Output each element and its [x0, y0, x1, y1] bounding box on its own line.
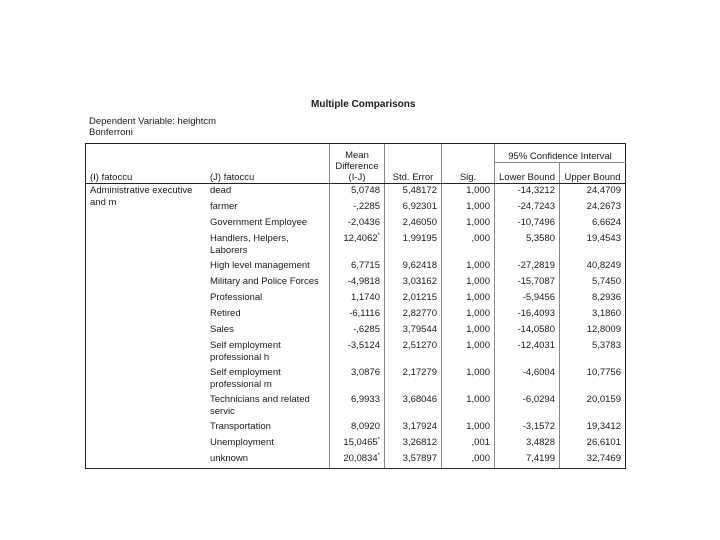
mean-difference-cell: 6,9933	[330, 393, 385, 420]
sig-cell: 1,000	[442, 259, 495, 275]
sig-cell: 1,000	[442, 420, 495, 436]
std-error-cell: 1,99195	[385, 232, 442, 259]
upper-bound-cell: 3,1860	[560, 307, 626, 323]
mean-difference-cell: -,6285	[330, 323, 385, 339]
multiple-comparisons-table	[85, 143, 626, 469]
lower-bound-cell: -5,9456	[495, 291, 560, 307]
std-error-cell: 3,03162	[385, 275, 442, 291]
lower-bound-cell: -14,3212	[495, 184, 560, 201]
std-error-cell: 3,79544	[385, 323, 442, 339]
lower-bound-cell: 7,4199	[495, 452, 560, 469]
mean-difference-cell: 12,4062*	[330, 232, 385, 259]
lower-bound-cell: -4,6004	[495, 366, 560, 393]
row-j-label: Military and Police Forces	[210, 276, 319, 287]
col-header-i: (I) fatoccu	[86, 144, 207, 184]
row-j-label: Technicians and related servic	[210, 394, 310, 417]
mean-difference-cell: -3,5124	[330, 339, 385, 366]
row-j-label: Self employment professional m	[210, 367, 281, 390]
upper-bound-cell: 8,2936	[560, 291, 626, 307]
lower-bound-cell: -24,7243	[495, 200, 560, 216]
std-error-cell: 2,01215	[385, 291, 442, 307]
std-error-cell: 2,82770	[385, 307, 442, 323]
sig-cell: 1,000	[442, 200, 495, 216]
row-j-label: Self employment professional h	[210, 340, 281, 363]
col-header-sig: Sig.	[442, 144, 495, 184]
sig-cell: 1,000	[442, 216, 495, 232]
mean-difference-cell: 5,0748	[330, 184, 385, 201]
row-j-label: dead	[210, 185, 232, 196]
mean-difference-cell: 1,1740	[330, 291, 385, 307]
mean-difference-cell: -,2285	[330, 200, 385, 216]
method-label: Bonferroni	[89, 127, 133, 138]
sig-cell: 1,000	[442, 339, 495, 366]
std-error-cell: 6,92301	[385, 200, 442, 216]
sig-cell: 1,000	[442, 307, 495, 323]
sig-cell: 1,000	[442, 323, 495, 339]
lower-bound-cell: 3,4828	[495, 436, 560, 452]
row-j-label: Retired	[210, 308, 241, 319]
lower-bound-cell: -10,7496	[495, 216, 560, 232]
row-j-label: High level management	[210, 260, 310, 271]
std-error-cell: 3,17924	[385, 420, 442, 436]
mean-difference-cell: -6,1116	[330, 307, 385, 323]
sig-cell: ,000	[442, 232, 495, 259]
lower-bound-cell: -12,4031	[495, 339, 560, 366]
upper-bound-cell: 40,8249	[560, 259, 626, 275]
upper-bound-cell: 19,4543	[560, 232, 626, 259]
upper-bound-cell: 19,3412	[560, 420, 626, 436]
sig-cell: ,001	[442, 436, 495, 452]
row-j-label: Sales	[210, 324, 234, 335]
upper-bound-cell: 10,7756	[560, 366, 626, 393]
upper-bound-cell: 5,7450	[560, 275, 626, 291]
upper-bound-cell: 24,4709	[560, 184, 626, 201]
table-row	[86, 184, 626, 201]
row-j-label: Unemployment	[210, 437, 274, 448]
std-error-cell: 2,17279	[385, 366, 442, 393]
mean-difference-cell: 6,7715	[330, 259, 385, 275]
row-j-label: Government Employee	[210, 217, 308, 228]
lower-bound-cell: -27,2819	[495, 259, 560, 275]
col-header-upper-bound: Upper Bound	[560, 163, 626, 184]
mean-difference-cell: 15,0465*	[330, 436, 385, 452]
mean-difference-cell: -2,0436	[330, 216, 385, 232]
lower-bound-cell: -15,7087	[495, 275, 560, 291]
upper-bound-cell: 12,8009	[560, 323, 626, 339]
row-j-label: unknown	[206, 452, 330, 469]
row-j-label: farmer	[210, 201, 238, 212]
upper-bound-cell: 5,3783	[560, 339, 626, 366]
row-j-label: Handlers, Helpers, Laborers	[210, 233, 289, 256]
col-header-std-error: Std. Error	[385, 144, 442, 184]
upper-bound-cell: 6,6624	[560, 216, 626, 232]
sig-cell: 1,000	[442, 291, 495, 307]
std-error-cell: 3,26812	[385, 436, 442, 452]
lower-bound-cell: -14,0580	[495, 323, 560, 339]
upper-bound-cell: 32,7469	[560, 452, 626, 469]
upper-bound-cell: 24,2673	[560, 200, 626, 216]
lower-bound-cell: 5,3580	[495, 232, 560, 259]
col-header-mean-difference: Mean Difference (I-J)	[330, 144, 385, 184]
col-header-j: (J) fatoccu	[206, 144, 330, 184]
std-error-cell: 3,68046	[385, 393, 442, 420]
std-error-cell: 9,62418	[385, 259, 442, 275]
sig-cell: 1,000	[442, 366, 495, 393]
sig-cell: 1,000	[442, 184, 495, 201]
row-j-label: Professional	[210, 292, 263, 303]
dependent-variable-label: Dependent Variable: heightcm	[89, 116, 217, 127]
table-title: Multiple Comparisons	[311, 99, 416, 110]
std-error-cell: 5,48172	[385, 184, 442, 201]
mean-difference-cell: -4,9818	[330, 275, 385, 291]
row-j-label: Transportation	[210, 421, 271, 432]
col-header-lower-bound: Lower Bound	[495, 163, 560, 184]
lower-bound-cell: -3,1572	[495, 420, 560, 436]
mean-difference-cell: 20,0834*	[330, 452, 385, 469]
col-header-confidence-interval: 95% Confidence Interval	[495, 144, 626, 163]
lower-bound-cell: -16,4093	[495, 307, 560, 323]
upper-bound-cell: 26,6101	[560, 436, 626, 452]
sig-cell: 1,000	[442, 393, 495, 420]
sig-cell: ,000	[442, 452, 495, 469]
mean-difference-cell: 3,0876	[330, 366, 385, 393]
sig-cell: 1,000	[442, 275, 495, 291]
lower-bound-cell: -6,0294	[495, 393, 560, 420]
group-i-label: Administrative executive and m	[86, 184, 207, 469]
mean-difference-cell: 8,0920	[330, 420, 385, 436]
std-error-cell: 2,51270	[385, 339, 442, 366]
std-error-cell: 2,46050	[385, 216, 442, 232]
upper-bound-cell: 20,0159	[560, 393, 626, 420]
std-error-cell: 3,57897	[385, 452, 442, 469]
